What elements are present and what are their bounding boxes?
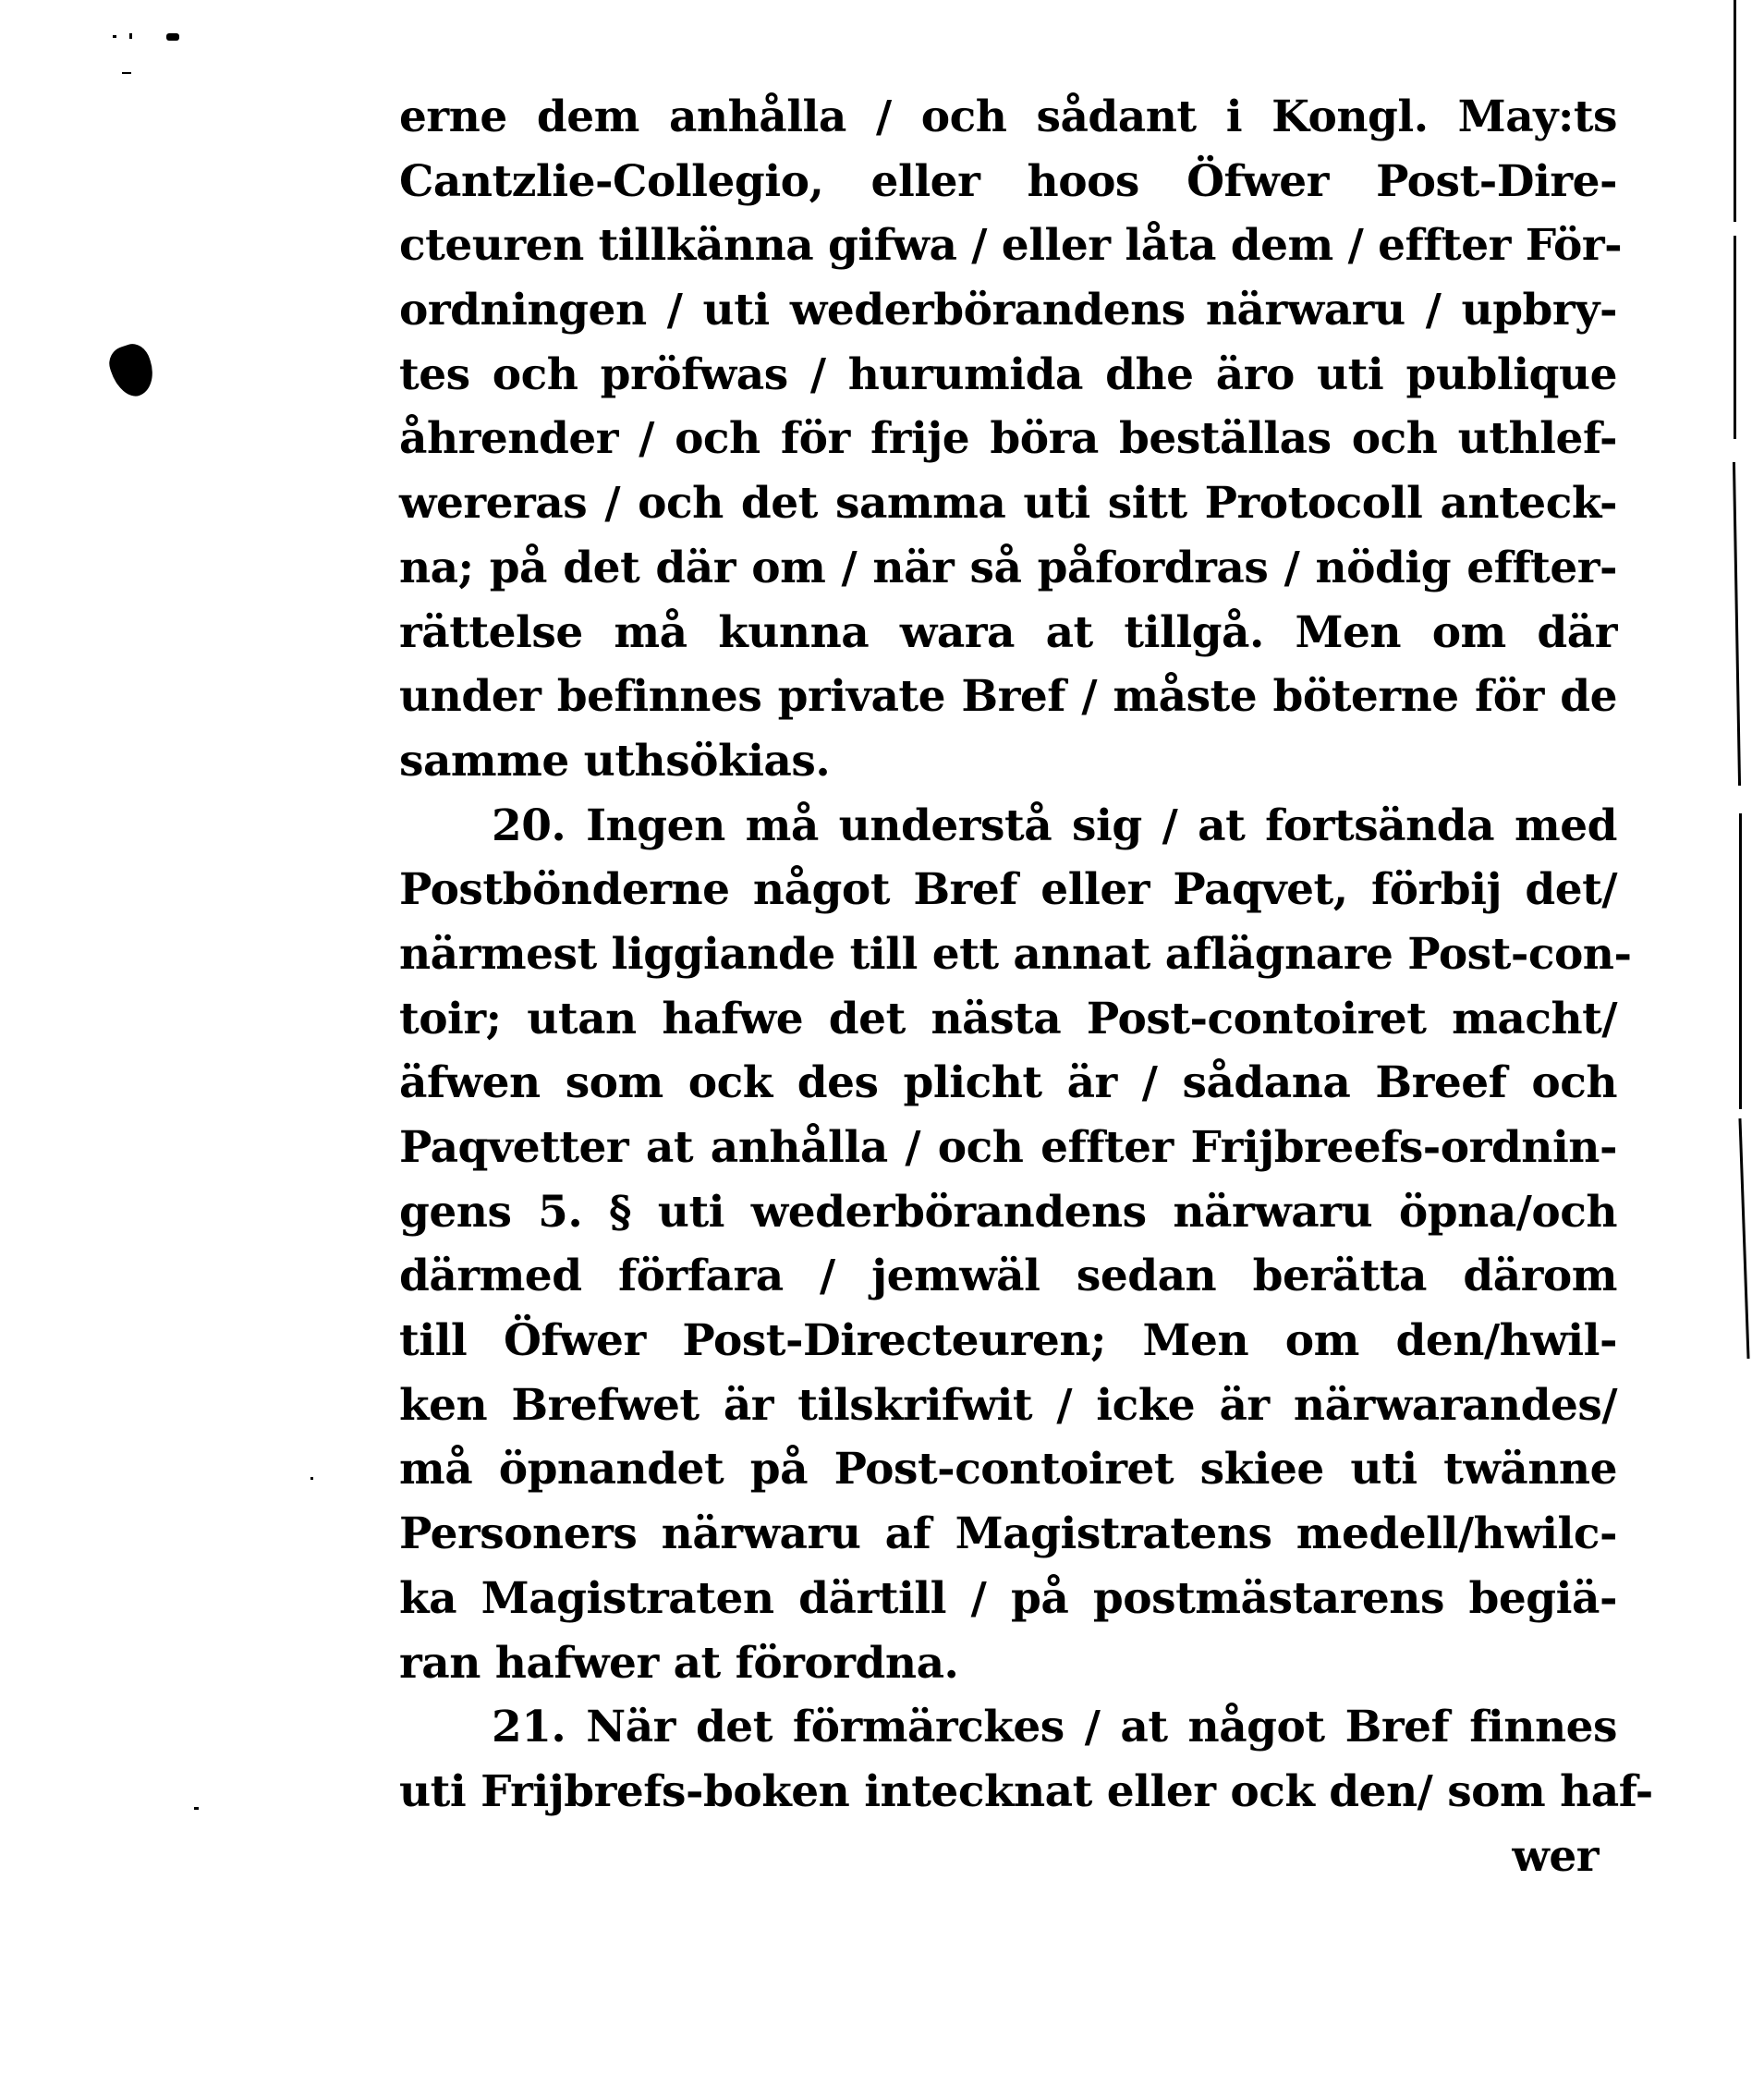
page-edge-line — [1733, 462, 1741, 786]
text-line: wereras / och det samma uti sitt Protocoll anteck- — [399, 478, 1617, 530]
page-edge-line — [1739, 813, 1742, 1109]
text-line: till Öfwer Post-Directeuren; Men om den/hwil- — [399, 1315, 1617, 1367]
speck-mark — [129, 33, 132, 39]
speck-mark — [310, 1477, 313, 1480]
text-line: under befinnes private Bref / måste böterne för de — [399, 671, 1617, 723]
text-line: Personers närwaru af Magistratens medell/hwilc- — [399, 1508, 1617, 1560]
text-line: tes och pröfwas / hurumida dhe äro uti publique — [399, 348, 1617, 400]
ink-blot-mark — [104, 340, 159, 402]
catchword: wer — [1512, 1830, 1599, 1882]
body-text — [399, 85, 1653, 1888]
page-edge-line — [1738, 1118, 1749, 1359]
page-edge-line — [1734, 236, 1736, 439]
paragraph-20-start: 20. Ingen må understå sig / at fortsända med — [492, 800, 1617, 851]
text-line: må öpnandet på Post-contoiret skiee uti twänne — [399, 1444, 1617, 1496]
text-line: därmed förfara / jemwäl sedan berätta därom — [399, 1251, 1617, 1302]
text-line: ran hafwer at förordna. — [399, 1637, 959, 1689]
speck-mark — [194, 1807, 199, 1810]
speck-mark — [113, 35, 116, 38]
text-line: samme uthsökias. — [399, 735, 831, 787]
text-line: uti Frijbrefs-boken intecknat eller ock den/ som haf- — [399, 1765, 1653, 1817]
text-line: ken Brefwet är tilskrifwit / icke är närwarandes/ — [399, 1379, 1617, 1431]
text-line: cteuren tillkänna gifwa / eller låta dem / effter För- — [399, 220, 1623, 272]
page-edge-line — [1734, 0, 1736, 222]
text-line: Postbönderne något Bref eller Paqvet, förbij det/ — [399, 864, 1617, 916]
text-line: åhrender / och för frije böra beställas och uthlef- — [399, 413, 1617, 465]
text-line: Cantzlie-Collegio, eller hoos Öfwer Post-Dire- — [399, 155, 1617, 207]
text-line: Paqvetter at anhålla / och effter Frijbreefs-ordnin- — [399, 1122, 1617, 1173]
text-line: äfwen som ock des plicht är / sådana Breef och — [399, 1057, 1617, 1109]
text-line: na; på det där om / när så påfordras / nödig effter- — [399, 542, 1617, 593]
speck-mark — [122, 72, 131, 74]
text-line: ordningen / uti wederbörandens närwaru / upbry- — [399, 285, 1617, 336]
text-line: rättelse må kunna wara at tillgå. Men om där — [399, 606, 1617, 658]
speck-mark — [166, 33, 179, 41]
text-line: gens 5. § uti wederbörandens närwaru öpna/och — [399, 1186, 1617, 1238]
text-line: erne dem anhålla / och sådant i Kongl. May:ts — [399, 92, 1617, 142]
text-line: närmest liggiande till ett annat aflägnare Post-con- — [399, 928, 1632, 980]
paragraph-21-start: 21. När det förmärckes / at något Bref finnes — [492, 1702, 1617, 1753]
text-line: ka Magistraten därtill / på postmästarens begiä- — [399, 1572, 1617, 1624]
text-line: toir; utan hafwe det nästa Post-contoiret macht/ — [399, 993, 1617, 1044]
